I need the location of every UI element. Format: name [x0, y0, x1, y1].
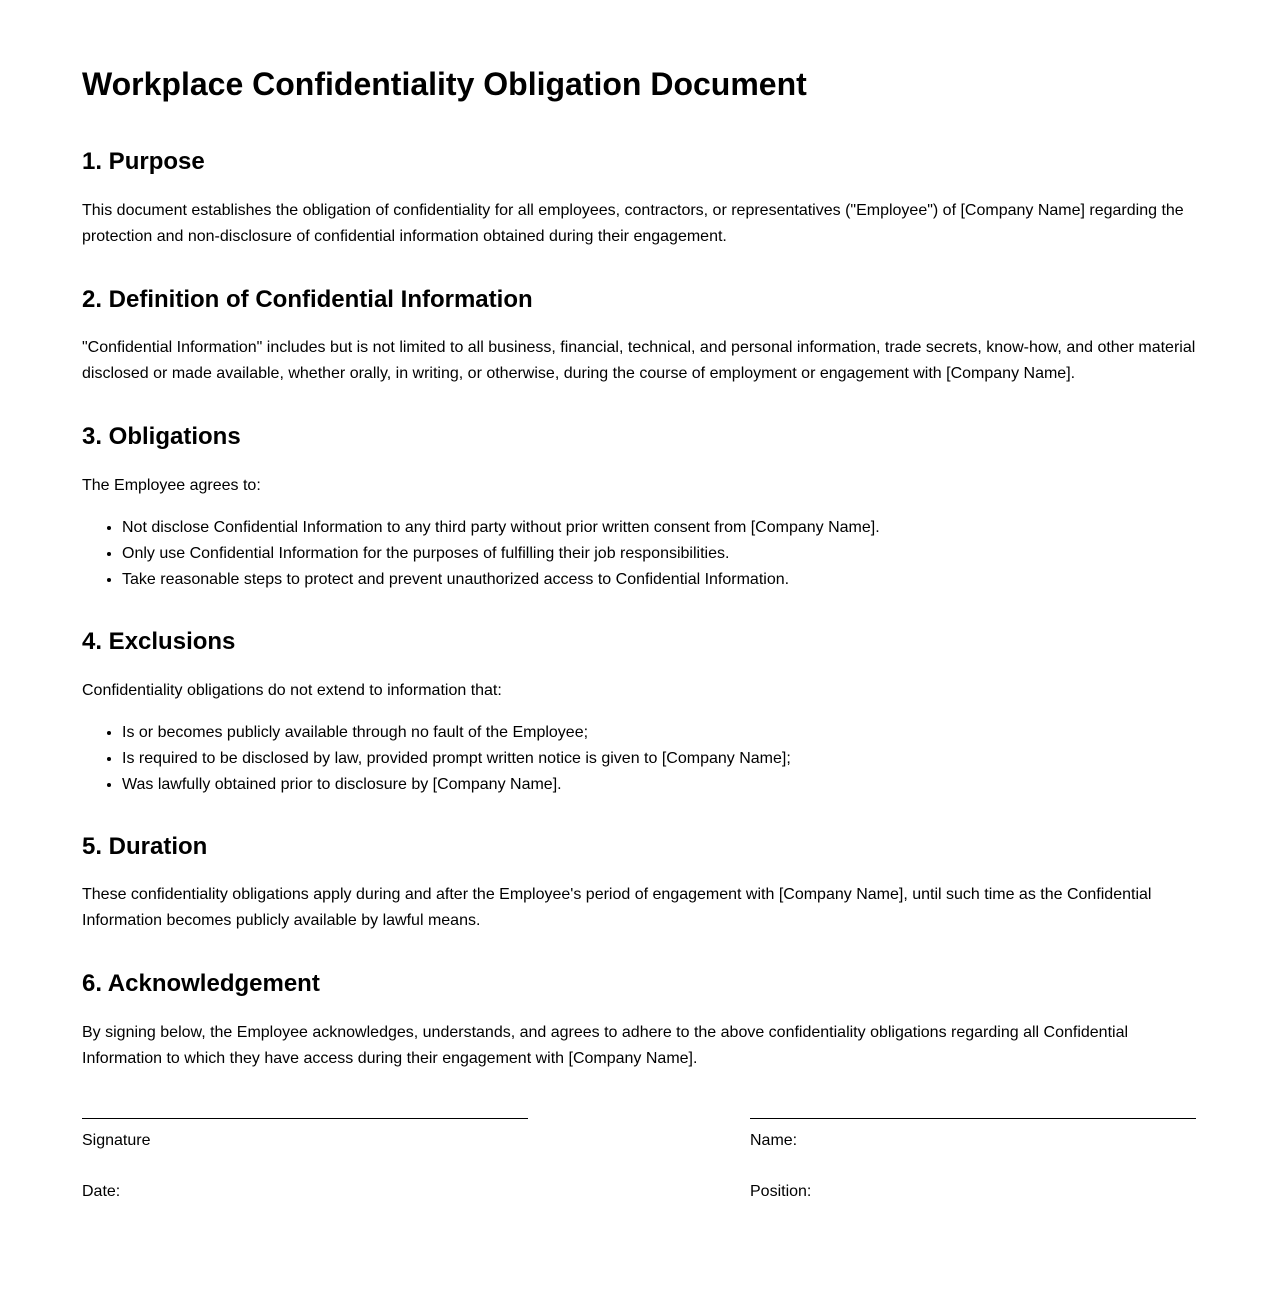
- section-heading: 5. Duration: [82, 833, 208, 860]
- list-item: • Is required to be disclosed by law, provided prompt written notice is given to [Company Name];: [122, 746, 1196, 772]
- date-label: Date:: [82, 1183, 121, 1200]
- signature-block-right: [750, 1118, 1196, 1202]
- signature-line[interactable]: [82, 1118, 528, 1119]
- name-label: Name:: [750, 1132, 798, 1149]
- section-body: This document establishes the obligation of confidentiality for all employees, contractors, or representatives ("Employee") of [Company Name] regarding the protection and non-disclosure of confidential information obtained during their engagement.: [82, 202, 1184, 245]
- list-item: • Is or becomes publicly available through no fault of the Employee;: [122, 720, 1196, 746]
- section-heading: 6. Acknowledgement: [82, 970, 320, 997]
- position-label: Position:: [750, 1183, 812, 1200]
- section-body: Confidentiality obligations do not extend to information that:: [82, 682, 502, 699]
- exclusions-list: [82, 720, 1196, 798]
- section-heading: 4. Exclusions: [82, 628, 236, 655]
- section-body: These confidentiality obligations apply during and after the Employee's period of engagement with [Company Name], until such time as the Confidential Information becomes publicly available by lawful means.: [82, 886, 1152, 929]
- section-body: The Employee agrees to:: [82, 477, 261, 494]
- section-duration: [82, 832, 1196, 933]
- document-title: Workplace Confidentiality Obligation Document: [82, 66, 807, 102]
- section-heading: 1. Purpose: [82, 148, 205, 175]
- obligations-list: [82, 515, 1196, 593]
- section-heading: 3. Obligations: [82, 423, 241, 450]
- section-body: By signing below, the Employee acknowledges, understands, and agrees to adhere to the above confidentiality obligations regarding all Confidential Information to which they have access during their engagement with [Company Name].: [82, 1024, 1129, 1067]
- list-item: • Was lawfully obtained prior to disclosure by [Company Name].: [122, 772, 1196, 798]
- list-item: • Not disclose Confidential Information to any third party without prior written consent from [Company Name].: [122, 515, 1196, 541]
- list-item: • Take reasonable steps to protect and prevent unauthorized access to Confidential Information.: [122, 567, 1196, 593]
- list-item: • Only use Confidential Information for the purposes of fulfilling their job responsibilities.: [122, 541, 1196, 567]
- section-definition: [82, 285, 1196, 386]
- section-body: "Confidential Information" includes but is not limited to all business, financial, technical, and personal information, trade secrets, know-how, and other material disclosed or made available, whether orally, in writing, or otherwise, during the course of employment or engagement with [Company Name].: [82, 339, 1196, 382]
- section-heading: 2. Definition of Confidential Information: [82, 286, 533, 313]
- signature-label: Signature: [82, 1132, 151, 1149]
- section-exclusions: [82, 627, 1196, 798]
- signature-block-left: [82, 1118, 528, 1202]
- name-line[interactable]: [750, 1118, 1196, 1119]
- section-acknowledgement: [82, 969, 1196, 1071]
- section-obligations: [82, 422, 1196, 593]
- section-purpose: [82, 147, 1196, 249]
